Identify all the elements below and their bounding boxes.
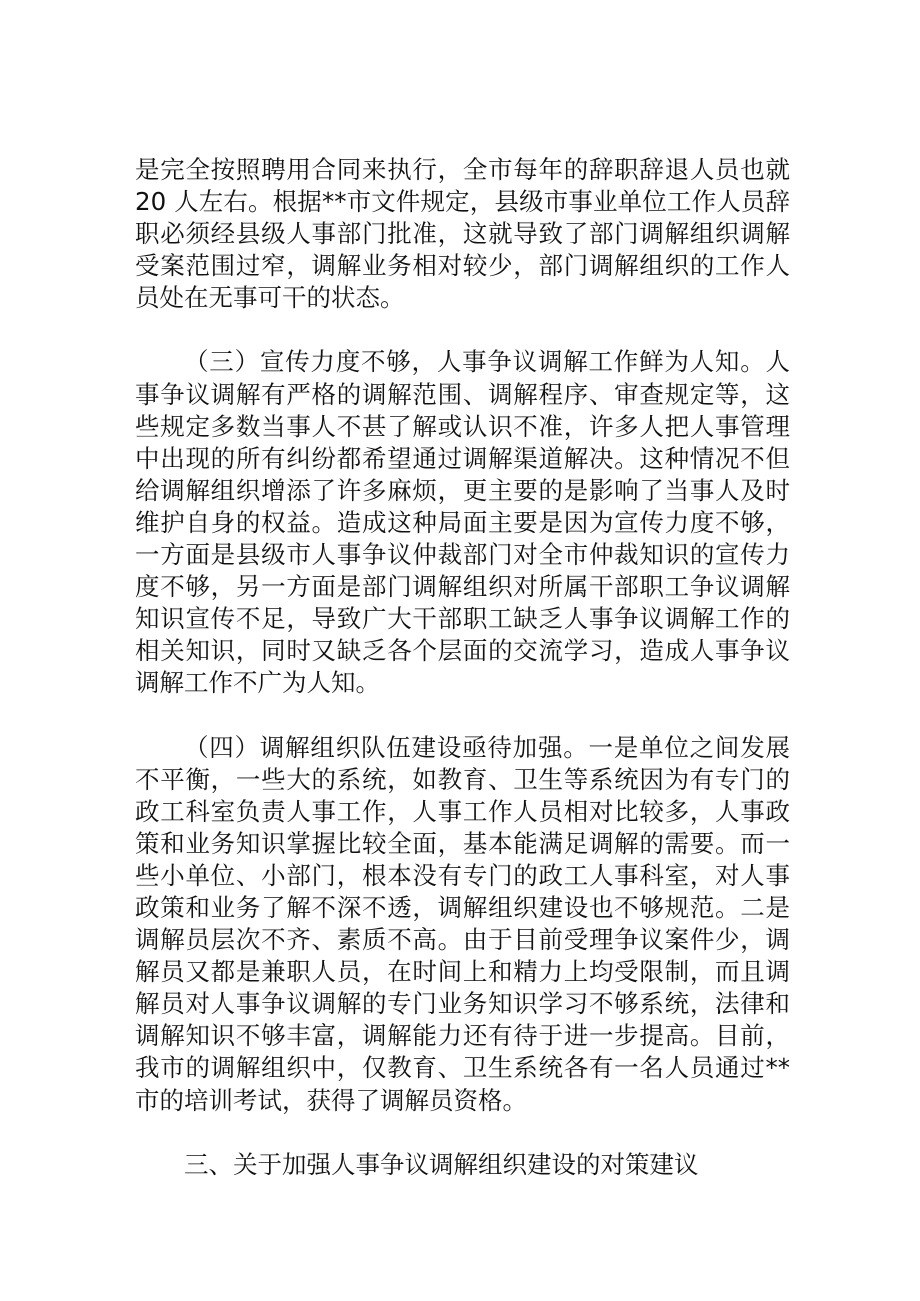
paragraph-section-3: （三）宣传力度不够，人事争议调解工作鲜为人知。人事争议调解有严格的调解范围、调解程序、审查规定等，这些规定多数当事人不甚了解或认识不准，许多人把人事管理中出现的所有纠纷都希望通过调解渠道解决。这种情况不但给调解组织增添了许多麻烦，更主要的是影响了当事人及时维护自身的权益。造成这种局面主要是因为宣传力度不够，一方面是县级市人事争议仲裁部门对全市仲裁知识的宣传力度不够，另一方面是部门调解组织对所属干部职工争议调解知识宣传不足，导致广大干部职工缺乏人事争议调解工作的相关知识，同时又缺乏各个层面的交流学习，造成人事争议调解工作不广为人知。 — [135, 347, 790, 698]
paragraph-continuation: 是完全按照聘用合同来执行，全市每年的辞职辞退人员也就 20 人左右。根据**市文件规定，县级市事业单位工作人员辞职必须经县级人事部门批准，这就导致了部门调解组织调解受案范围过窄，调解业务相对较少，部门调解组织的工作人员处在无事可干的状态。 — [135, 155, 790, 313]
paragraph-gap — [135, 314, 790, 346]
section-heading: 三、关于加强人事争议调解组织建设的对策建议 — [184, 1149, 699, 1179]
paragraph-section-4: （四）调解组织队伍建设亟待加强。一是单位之间发展不平衡，一些大的系统，如教育、卫生等系统因为有专门的政工科室负责人事工作，人事工作人员相对比较多，人事政策和业务知识掌握比较全面，基本能满足调解的需要。而一些小单位、小部门，根本没有专门的政工人事科室，对人事政策和业务了解不深不透，调解组织建设也不够规范。二是调解员层次不齐、素质不高。由于目前受理争议案件少，调解员又都是兼职人员，在时间上和精力上均受限制，而且调解员对人事争议调解的专门业务知识学习不够系统，法律和调解知识不够丰富，调解能力还有待于进一步提高。目前，我市的调解组织中，仅教育、卫生系统各有一名人员通过**市的培训考试，获得了调解员资格。 — [135, 732, 790, 1115]
document-body — [135, 154, 790, 1181]
paragraph-gap — [135, 700, 790, 732]
paragraph-gap — [135, 1117, 790, 1149]
